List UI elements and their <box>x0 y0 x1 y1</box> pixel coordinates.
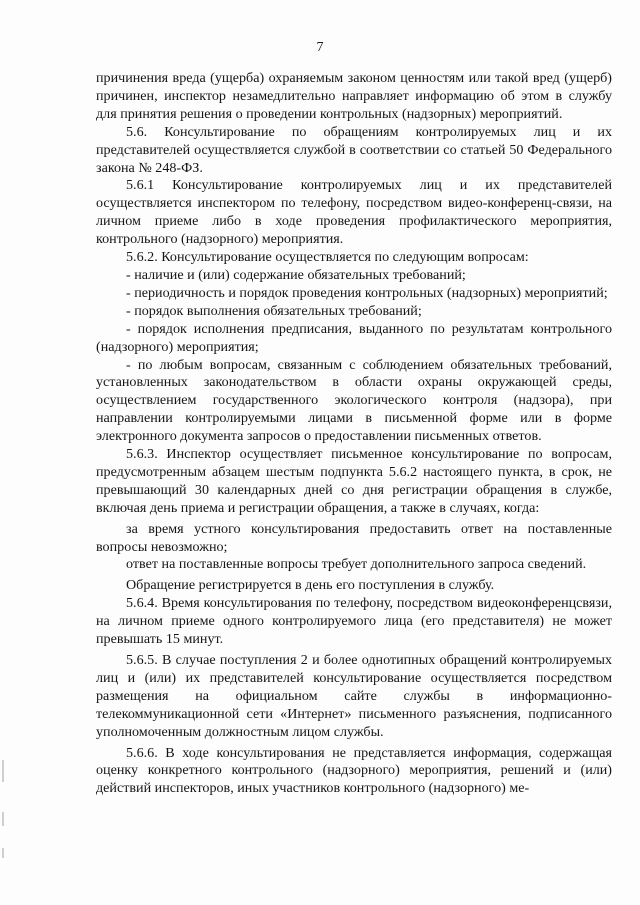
scan-artifact <box>2 848 4 858</box>
scan-artifact <box>2 760 4 782</box>
paragraph-5-6-6: 5.6.6. В ходе консультирования не представляется информация, содержащая оценку конкретного контрольного (надзорного) мероприятия, решений и (или) действий инспекторов, иных участников контрольного (надзорного) ме- <box>96 744 612 797</box>
scan-artifact <box>2 812 4 826</box>
paragraph-5-6-3: 5.6.3. Инспектор осуществляет письменное консультирование по вопросам, предусмотренным абзацем шестым подпункта 5.6.2 настоящего пункта, в срок, не превышающий 30 календарных дней со дня регистрации обращения в службе, включая день приема и регистрации обращения, а также в случаях, когда: <box>96 446 612 516</box>
condition-item: ответ на поставленные вопросы требует дополнительного запроса сведений. <box>126 556 587 573</box>
paragraph-5-6-1: 5.6.1 Консультирование контролируемых лиц и их представителей осуществляется инспектором по телефону, посредством видео-конференц-связи, на личном приеме либо в ходе проведения профилактического мероприятия, контрольного (надзорного) мероприятия. <box>96 177 612 248</box>
document-body <box>96 70 612 798</box>
paragraph-5-6-2: 5.6.2. Консультирование осуществляется по следующим вопросам: <box>126 249 529 266</box>
page-number: 7 <box>316 40 324 55</box>
condition-item: за время устного консультирования предоставить ответ на поставленные вопросы невозможно; <box>96 520 612 555</box>
registration-note: Обращение регистрируется в день его поступления в службу. <box>126 577 495 594</box>
list-item: - периодичность и порядок проведения контрольных (надзорных) мероприятий; <box>126 284 608 301</box>
list-item: - наличие и (или) содержание обязательных требований; <box>126 266 466 283</box>
list-item: - порядок выполнения обязательных требований; <box>126 302 422 319</box>
paragraph-5-6: 5.6. Консультирование по обращениям контролируемых лиц и их представителей осуществляется службой в соответствии со статьей 50 Федерального закона № 248-ФЗ. <box>96 123 612 176</box>
paragraph-5-6-4: 5.6.4. Время консультирования по телефону, посредством видеоконференцсвязи, на личном приеме одного контролируемого лица (его представителя) не может превышать 15 минут. <box>96 595 612 648</box>
paragraph-continuation: причинения вреда (ущерба) охраняемым законом ценностям или такой вред (ущерб) причинен, инспектор незамедлительно направляет информацию об этом в службу для принятия решения о проведении контрольных (надзорных) мероприятий. <box>96 70 612 122</box>
list-item: - порядок исполнения предписания, выданного по результатам контрольного (надзорного) мероприятия; <box>96 320 612 355</box>
paragraph-5-6-5: 5.6.5. В случае поступления 2 и более однотипных обращений контролируемых лиц и (или) их представителей консультирование осуществляется посредством размещения на официальном сайте службы в информационно-телекоммуникационной сети «Интернет» письменного разъяснения, подписанного уполномоченным должностным лицом службы. <box>96 652 612 740</box>
list-item: - по любым вопросам, связанным с соблюдением обязательных требований, установленных законодательством в области охраны окружающей среды, осуществлением государственного экологического контроля (надзора), при направлении контролируемыми лицами в письменной форме или в форме электронного документа запросов о предоставлении письменных ответов. <box>96 356 612 445</box>
